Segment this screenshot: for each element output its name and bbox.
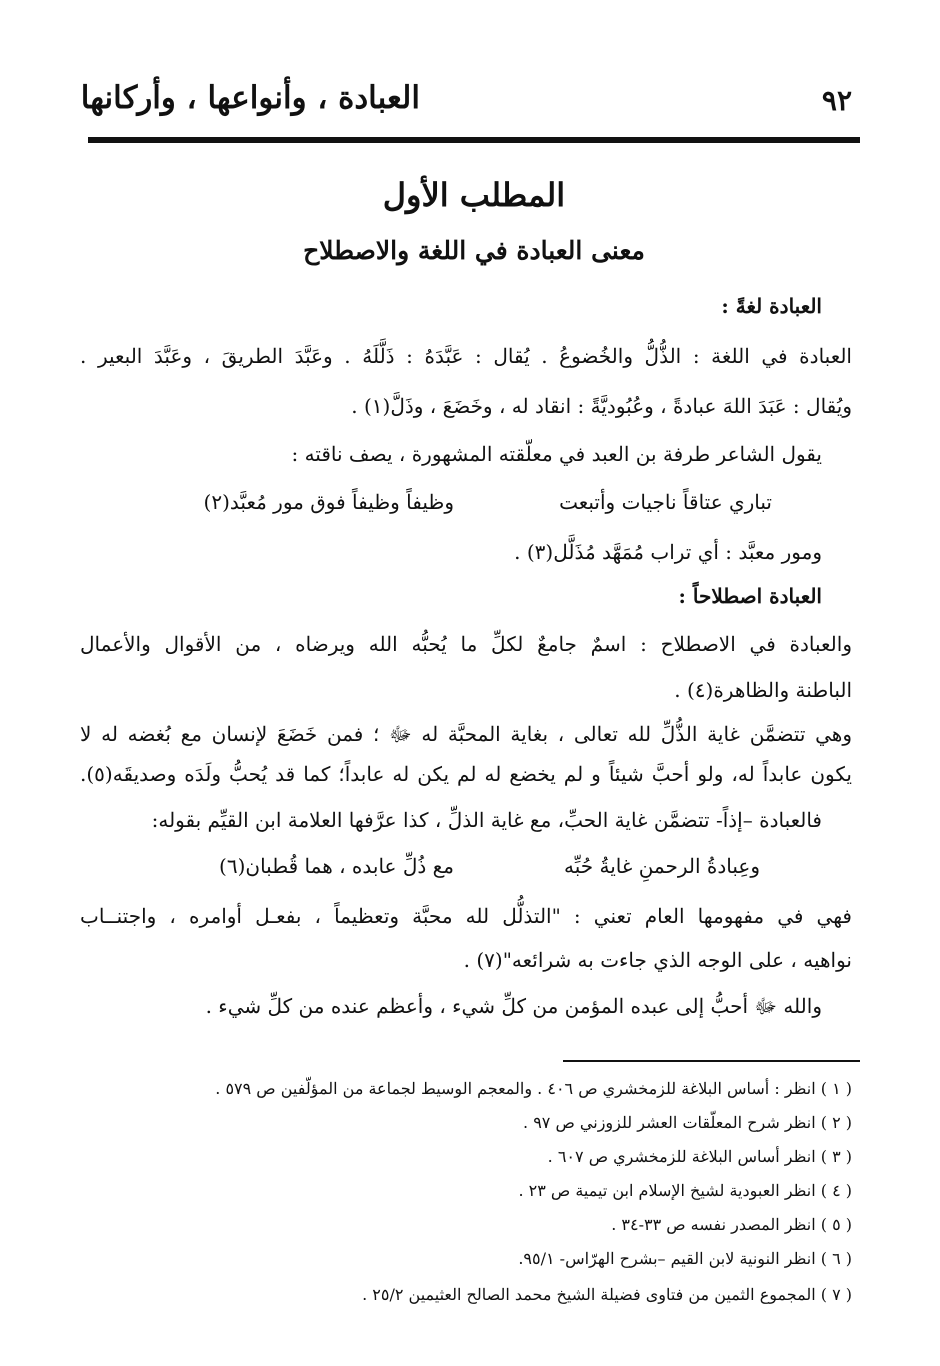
body-line: يقول الشاعر طرفة بن العبد في معلّقته المشهورة ، يصف ناقته :	[291, 442, 822, 466]
section-subtitle: معنى العبادة في اللغة والاصطلاح	[303, 236, 645, 265]
body-line: والعبادة في الاصطلاح : اسمٌ جامعٌ لكلِّ ما يُحبُّه الله ويرضاه ، من الأقوال والأعمال	[80, 632, 852, 656]
body-line: وهي تتضمَّن غاية الذُّلِّ لله تعالى ، بغاية المحبَّة له ﷻ ؛ فمن خَضَعَ لإنسان مع بُغضه له لا	[80, 722, 852, 746]
running-header-title: العبادة ، وأنواعها ، وأركانها	[80, 80, 420, 116]
footnote: ( ٢ ) انظر شرح المعلّقات العشر للزوزني ص ٩٧ .	[523, 1113, 852, 1132]
footnote: ( ١ ) انظر : أساس البلاغة للزمخشري ص ٤٠٦ . والمعجم الوسيط لجماعة من المؤلّفين ص ٥٧٩ .	[215, 1079, 852, 1098]
body-line: والله ﷻ أحبُّ إلى عبده المؤمن من كلِّ شيء ، وأعظم عنده من كلِّ شيء .	[205, 994, 822, 1018]
body-line: الباطنة والظاهرة(٤) .	[674, 678, 852, 702]
body-line: ويُقال : عَبَدَ اللهَ عبادةً ، وعُبُوديَّةً : انقاد له ، وخَضَعَ ، وذَلَّ(١) .	[351, 394, 852, 418]
page-number: ٩٢	[821, 84, 852, 117]
footnote: ( ٦ ) انظر النونية لابن القيم –بشرح الهرّاس- ٩٥/١.	[518, 1249, 852, 1268]
heading-technical: العبادة اصطلاحاً :	[678, 584, 822, 608]
body-line: يكون عابداً له، ولو أحبَّ شيئاً و لم يخضع له لم يكن له عابداً؛ كما قد يُحبُّ ولَدَه وصديقَه(٥).	[80, 762, 852, 786]
footnote: ( ٣ ) انظر أساس البلاغة للزمخشري ص ٦٠٧ .	[547, 1147, 852, 1166]
footnote-separator	[563, 1060, 860, 1062]
verse-hemistich-1: تباري عتاقاً ناجيات وأتبعت	[559, 490, 772, 514]
section-title: المطلب الأول	[382, 176, 566, 214]
verse-hemistich-2: مع ذُلِّ عابده ، هما قُطبان(٦)	[219, 854, 454, 878]
header-rule	[88, 137, 860, 143]
body-line: العبادة في اللغة : الذُّلُّ والخُضوعُ . يُقال : عَبَّدَهُ : ذَلَّلَهُ . وعَبَّدَ الطريقَ ، وعَبَّدَ البعير .	[80, 344, 852, 368]
heading-linguistic: العبادة لغةً :	[721, 294, 822, 318]
body-line: فهي في مفهومها العام تعني : "التذلُّل لله محبَّة وتعظيماً ، بفعـل أوامره ، واجتنــاب	[80, 904, 852, 928]
footnote: ( ٤ ) انظر العبودية لشيخ الإسلام ابن تيمية ص ٢٣ .	[518, 1181, 852, 1200]
body-line: فالعبادة –إذاً- تتضمَّن غاية الحبِّ، مع غاية الذلِّ ، كذا عرَّفها العلامة ابن القيِّم بقوله:	[151, 808, 822, 832]
body-line: ومور معبَّد : أي تراب مُمَهَّد مُذَلَّل(٣) .	[514, 540, 822, 564]
footnote: ( ٧ ) المجموع الثمين من فتاوى فضيلة الشيخ محمد الصالح العثيمين ٢٥/٢ .	[362, 1285, 852, 1304]
footnote: ( ٥ ) انظر المصدر نفسه ص ٣٣-٣٤ .	[611, 1215, 852, 1234]
verse-hemistich-1: وعِبادةُ الرحمنِ غايةُ حُبِّه	[564, 854, 760, 878]
body-line: نواهيه ، على الوجه الذي جاءت به شرائعه"(٧) .	[463, 948, 852, 972]
verse-hemistich-2: وظيفاً وظيفاً فوق مور مُعبَّد(٢)	[203, 490, 454, 514]
